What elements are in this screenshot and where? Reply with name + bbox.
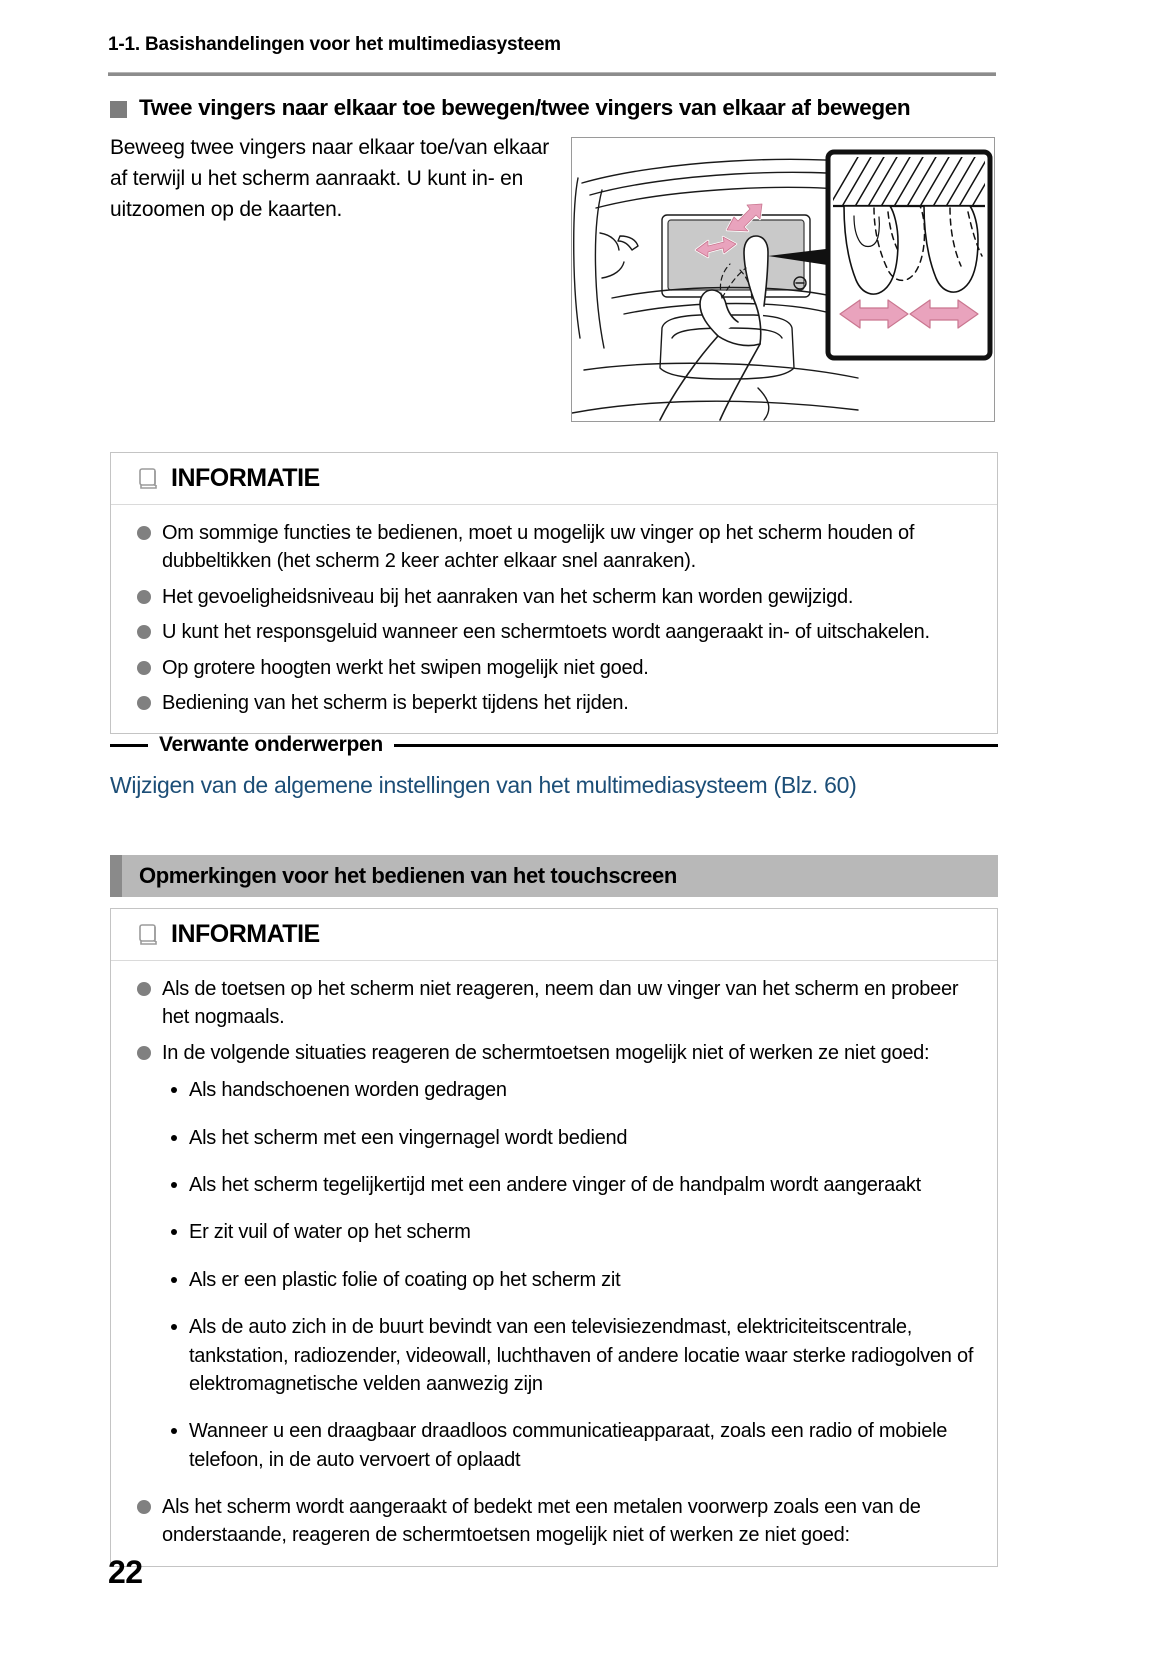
list-item xyxy=(137,689,975,717)
list-item-text: Als de toetsen op het scherm niet reageren, neem dan uw vinger van het scherm en probeer het nogmaals. xyxy=(162,978,959,1029)
information-box-2 xyxy=(110,908,998,1567)
sub-list-item xyxy=(171,1313,975,1398)
sub-bullet-dot-icon xyxy=(171,1324,177,1330)
sub-list-item-text: Als het scherm met een vingernagel wordt bediend xyxy=(189,1126,628,1149)
sub-list xyxy=(137,1076,975,1474)
related-topic-link[interactable]: Wijzigen van de algemene instellingen van het multimediasysteem (Blz. 60) xyxy=(110,772,857,798)
related-topics-header xyxy=(110,733,998,757)
list-item-text: In de volgende situaties reageren de schermtoetsen mogelijk niet of werken ze niet goed: xyxy=(162,1041,930,1064)
sub-list-item-text: Als het scherm tegelijkertijd met een andere vinger of de handpalm wordt aangeraakt xyxy=(189,1173,921,1196)
sub-bullet-dot-icon xyxy=(171,1428,177,1434)
sub-bullet-dot-icon xyxy=(171,1277,177,1283)
sub-bullet-dot-icon xyxy=(171,1229,177,1235)
sub-list-item xyxy=(171,1417,975,1474)
list-item-text: Het gevoeligheidsniveau bij het aanraken van het scherm kan worden gewijzigd. xyxy=(162,585,854,608)
pinch-zoom-illustration xyxy=(571,137,995,422)
sub-list-item-text: Als handschoenen worden gedragen xyxy=(189,1079,507,1102)
list-item-text: Bediening van het scherm is beperkt tijdens het rijden. xyxy=(162,691,629,714)
book-icon xyxy=(139,924,158,945)
list-item-text: Op grotere hoogten werkt het swipen mogelijk niet goed. xyxy=(162,656,649,679)
bullet-dot-icon xyxy=(137,982,151,996)
bullet-dot-icon xyxy=(137,590,151,604)
list-item-text: U kunt het responsgeluid wanneer een schermtoets wordt aangeraakt in- of uitschakelen. xyxy=(162,621,930,644)
rule-left xyxy=(110,744,148,747)
running-header xyxy=(108,34,998,57)
square-bullet-icon xyxy=(110,101,127,118)
bullet-dot-icon xyxy=(137,696,151,710)
sub-list-item xyxy=(171,1266,975,1294)
sub-list-item-text: Er zit vuil of water op het scherm xyxy=(189,1221,471,1244)
intro-paragraph: Beweeg twee vingers naar elkaar toe/van elkaar af terwijl u het scherm aanraakt. U kunt in- en uitzoomen op de kaarten. xyxy=(110,136,550,221)
sub-bullet-dot-icon xyxy=(171,1135,177,1141)
information-box-1 xyxy=(110,452,998,734)
list-item-text: Als het scherm wordt aangeraakt of bedekt met een metalen voorwerp zoals een van de onderstaande, reageren de schermtoetsen mogelijk niet of werken ze niet goed: xyxy=(162,1496,921,1547)
bullet-dot-icon xyxy=(137,1046,151,1060)
sub-bullet-dot-icon xyxy=(171,1087,177,1093)
book-icon xyxy=(139,468,158,489)
section-heading-text: Twee vingers naar elkaar toe bewegen/twee vingers van elkaar af bewegen xyxy=(139,95,911,120)
sub-list-item xyxy=(171,1076,975,1104)
related-topics-label: Verwante onderwerpen xyxy=(159,733,383,756)
bullet-dot-icon xyxy=(137,1500,151,1514)
sub-bullet-dot-icon xyxy=(171,1182,177,1188)
sub-list-item-text: Wanneer u een draagbaar draadloos communicatieapparaat, zoals een radio of mobiele telefoon, in de auto vervoert of oplaadt xyxy=(189,1420,948,1471)
sub-list-item xyxy=(171,1171,975,1199)
list-item xyxy=(137,583,975,611)
sub-list-item-text: Als er een plastic folie of coating op het scherm zit xyxy=(189,1268,621,1291)
list-item xyxy=(137,618,975,646)
bullet-dot-icon xyxy=(137,526,151,540)
section-bar-accent xyxy=(110,855,122,897)
information-box-1-title: INFORMATIE xyxy=(171,464,320,492)
section-bar xyxy=(110,855,998,897)
list-item xyxy=(137,975,975,1032)
information-box-2-header xyxy=(111,909,997,961)
list-item xyxy=(137,1493,975,1550)
information-box-1-body xyxy=(111,505,997,733)
page-number: 22 xyxy=(108,1554,143,1590)
section-bar-title: Opmerkingen voor het bedienen van het touchscreen xyxy=(139,863,677,888)
related-topics xyxy=(110,733,998,801)
bullet-dot-icon xyxy=(137,625,151,639)
list-item xyxy=(137,1039,975,1067)
information-box-2-body xyxy=(111,961,997,1566)
list-item-text: Om sommige functies te bedienen, moet u mogelijk uw vinger op het scherm houden of dubbeltikken (het scherm 2 keer achter elkaar snel aanraken). xyxy=(162,522,915,573)
sub-list-item xyxy=(171,1124,975,1152)
list-item xyxy=(137,654,975,682)
information-box-1-header xyxy=(111,453,997,505)
information-box-2-title: INFORMATIE xyxy=(171,920,320,948)
sub-list-item-text: Als de auto zich in de buurt bevindt van een televisiezendmast, elektriciteitscentrale, tankstation, radiozender, videowall, luchthaven of andere locatie waar sterke radiogolven of elektromagnetische velden aanwezig zijn xyxy=(189,1316,974,1395)
list-item xyxy=(137,519,975,576)
running-header-text: 1-1. Basishandelingen voor het multimediasysteem xyxy=(108,34,561,55)
header-rule xyxy=(108,72,996,76)
bullet-dot-icon xyxy=(137,661,151,675)
sub-list-item xyxy=(171,1218,975,1246)
rule-right xyxy=(394,744,998,747)
section-heading xyxy=(110,94,1000,122)
